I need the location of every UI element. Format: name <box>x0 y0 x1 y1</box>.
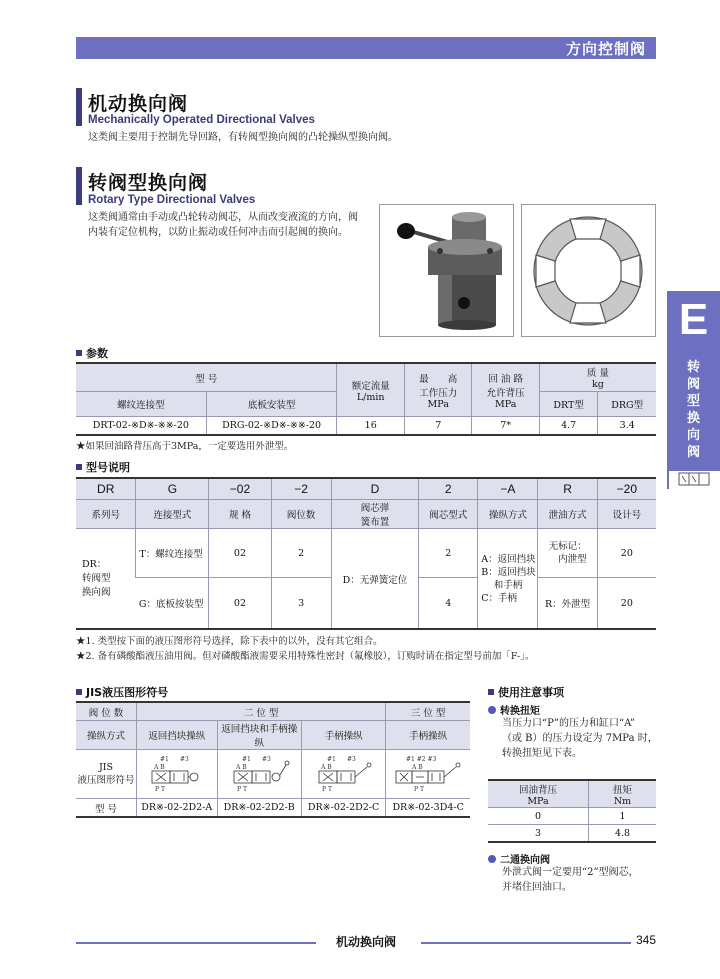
square-bullet-icon <box>488 689 494 695</box>
jis-model-3: DR※-02-2D2-C <box>301 799 385 818</box>
section1-subtitle: Mechanically Operated Directional Valves <box>88 114 315 126</box>
torque-h-torque: 扭矩 Nm <box>589 780 657 808</box>
jis-model-2: DR※-02-2D2-B <box>217 799 301 818</box>
col-plate: 底板安装型 <box>206 392 337 417</box>
code-drain: R <box>538 478 597 500</box>
label-spool: 阀芯型式 <box>419 500 478 529</box>
jis-op-2: 返回挡块和手柄操纵 <box>217 721 301 750</box>
cell-back: 7* <box>472 417 539 436</box>
chapter-tab-letter: E <box>667 291 720 349</box>
torque-back-2: 3 <box>488 825 589 843</box>
jis-op-4: 手柄操纵 <box>386 721 470 750</box>
chapter-tab-label <box>667 349 720 469</box>
label-positions: 阀位数 <box>271 500 331 529</box>
operation-desc: A：返回挡块 B：返回挡块 和手柄 C：手柄 <box>478 529 538 630</box>
conn-plate: G：底板按装型 <box>138 599 204 610</box>
cell-drg: 3.4 <box>598 417 656 436</box>
code-spring: D <box>331 478 419 500</box>
params-table <box>76 362 656 436</box>
svg-text:P T: P T <box>414 785 425 793</box>
cell-plate-model: DRG-02-※D※-※※-20 <box>206 417 337 436</box>
svg-text:P T: P T <box>321 785 332 793</box>
jis-h-symbol: JIS 液压图形符号 <box>76 750 136 799</box>
cell-drt: 4.7 <box>539 417 598 436</box>
jis-symbol-3d4c <box>386 750 470 799</box>
svg-text:#3: #3 <box>346 755 356 763</box>
jis-symbol-2d2c <box>301 750 385 799</box>
size-1: 02 <box>209 529 271 578</box>
code-series: DR <box>76 478 136 500</box>
section2-subtitle: Rotary Type Directional Valves <box>88 194 256 206</box>
section1-title: 机动换向阀 <box>88 93 189 115</box>
cell-thread-model: DRT-02-※D※-※※-20 <box>76 417 206 436</box>
cell-flow: 16 <box>337 417 405 436</box>
torque-val-1: 1 <box>589 808 657 825</box>
jis-h-positions: 阀 位 数 <box>76 702 136 721</box>
spool-2: 4 <box>419 578 478 630</box>
jis-model-4: DR※-02-3D4-C <box>386 799 470 818</box>
col-flow: 额定流量 L/min <box>337 363 405 417</box>
code-conn: G <box>136 478 209 500</box>
footer <box>76 933 656 950</box>
jis-h-three: 三 位 型 <box>386 702 470 721</box>
category-title: 方向控制阀 <box>565 40 646 58</box>
spring-desc: D：无弹簧定位 <box>331 529 419 630</box>
footer-rule-left <box>76 942 316 944</box>
label-drain: 泄油方式 <box>538 500 597 529</box>
col-thread: 螺纹连接型 <box>76 392 206 417</box>
label-size: 规 格 <box>209 500 271 529</box>
svg-text:#3: #3 <box>179 755 189 763</box>
jis-model-1: DR※-02-2D2-A <box>136 799 217 818</box>
section2-desc-line1: 这类阀通常由手动或凸轮转动阀芯，从而改变液流的方向，阀 <box>88 212 358 223</box>
svg-text:A B: A B <box>236 763 247 771</box>
square-bullet-icon <box>76 464 82 470</box>
jis-title: JIS液压图形符号 <box>76 684 168 700</box>
svg-text:A B: A B <box>153 763 165 771</box>
svg-text:#1: #1 <box>242 755 252 763</box>
col-drt: DRT型 <box>539 392 598 417</box>
usage-item2-title: 二通换向阀 <box>488 851 550 866</box>
label-spring: 阀芯弹 簧布置 <box>331 500 419 529</box>
positions-1: 2 <box>271 529 331 578</box>
jis-symbol-2d2a <box>136 750 217 799</box>
section1-desc: 这类阀主要用于控制先导回路，有转阀型换向阀的凸轮操纵型换向阀。 <box>88 132 398 143</box>
spool-1: 2 <box>419 529 478 578</box>
torque-back-1: 0 <box>488 808 589 825</box>
svg-text:P T: P T <box>154 785 165 793</box>
circle-bullet-icon <box>488 706 496 714</box>
params-note: ★如果回油路背压高于3MPa，一定要选用外泄型。 <box>76 441 294 452</box>
code-size: −02 <box>209 478 271 500</box>
label-operation: 操纵方式 <box>478 500 538 529</box>
drain-1: 无标记： 内泄型 <box>538 529 597 578</box>
jis-h-two: 二 位 型 <box>136 702 385 721</box>
section2-desc-line2: 内装有定位机构，以防止振动或任何冲击而引起阀的换向。 <box>88 227 348 238</box>
positions-2: 3 <box>271 578 331 630</box>
col-mass: 质 量 kg <box>539 363 656 392</box>
model-code-title: 型号说明 <box>76 459 130 475</box>
design-2: 20 <box>597 578 656 630</box>
conn-thread: T：螺纹连接型 <box>136 529 209 578</box>
spool-section-diagram <box>521 204 656 337</box>
series-desc: DR： 转阀型 换向阀 <box>76 529 136 630</box>
footer-title: 机动换向阀 <box>336 935 397 949</box>
params-title: 参数 <box>76 345 108 361</box>
chapter-tab-text: 转阀型换向阀 <box>686 360 700 460</box>
svg-text:P T: P T <box>237 785 248 793</box>
col-pressure: 最 高 工作压力 MPa <box>404 363 472 417</box>
footer-rule-right <box>421 942 631 944</box>
svg-text:#1 #2 #3: #1 #2 #3 <box>406 755 437 763</box>
code-positions: −2 <box>271 478 331 500</box>
square-bullet-icon <box>76 689 82 695</box>
page-number: 345 <box>635 933 656 947</box>
usage-item1-text: 当压力口“P”的压力和缸口“A” （或 B）的压力设定为 7MPa 时， 转换扭矩见下表。 <box>502 718 658 759</box>
symbol-icon <box>677 470 711 494</box>
jis-symbol-2d2b <box>217 750 301 799</box>
usage-item2-text: 外泄式阀一定要用“2”型阀芯， 并堵住回油口。 <box>502 867 639 893</box>
jis-op-1: 返回挡块操纵 <box>136 721 217 750</box>
section2-title: 转阀型换向阀 <box>88 172 209 194</box>
label-series: 系列号 <box>76 500 136 529</box>
design-1: 20 <box>597 529 656 578</box>
valve-photo <box>379 204 514 337</box>
torque-val-2: 4.8 <box>589 825 657 843</box>
section-marker <box>76 167 82 205</box>
svg-text:#1: #1 <box>159 755 169 763</box>
circle-bullet-icon <box>488 855 496 863</box>
jis-table <box>76 701 470 818</box>
category-header-bar <box>76 37 656 59</box>
code-spool: 2 <box>419 478 478 500</box>
chapter-tab-edge <box>667 471 669 489</box>
label-conn: 连接型式 <box>136 500 209 529</box>
usage-title: 使用注意事项 <box>488 684 564 700</box>
model-note-1: ★1. 类型按下面的液压图形符号选择，除下表中的以外，没有其它组合。 <box>76 636 383 647</box>
size-2: 02 <box>209 578 271 630</box>
svg-text:A B: A B <box>320 763 332 771</box>
drain-2: R：外泄型 <box>538 578 597 630</box>
torque-table <box>488 779 656 843</box>
usage-item1-title: 转换扭矩 <box>488 702 540 717</box>
code-operation: −A <box>478 478 538 500</box>
jis-h-model: 型 号 <box>76 799 136 818</box>
label-design: 设计号 <box>597 500 656 529</box>
square-bullet-icon <box>76 350 82 356</box>
svg-text:A B: A B <box>412 763 423 771</box>
cell-pressure: 7 <box>404 417 472 436</box>
jis-h-operation: 操纵方式 <box>76 721 136 750</box>
jis-op-3: 手柄操纵 <box>301 721 385 750</box>
col-drg: DRG型 <box>598 392 656 417</box>
model-note-2: ★2. 备有磷酸酯液压油用阀。但对磷酸酯液需要采用特殊性密封（氟橡胶），订购时请在指定型号前加「F-」。 <box>76 651 535 662</box>
model-code-table <box>76 477 656 630</box>
svg-text:#3: #3 <box>262 755 272 763</box>
code-design: −20 <box>597 478 656 500</box>
section-marker <box>76 88 82 126</box>
col-model: 型 号 <box>76 363 337 392</box>
svg-text:#1: #1 <box>326 755 336 763</box>
col-back-pressure: 回 油 路 允许背压 MPa <box>472 363 539 417</box>
torque-h-back: 回油背压 MPa <box>488 780 589 808</box>
